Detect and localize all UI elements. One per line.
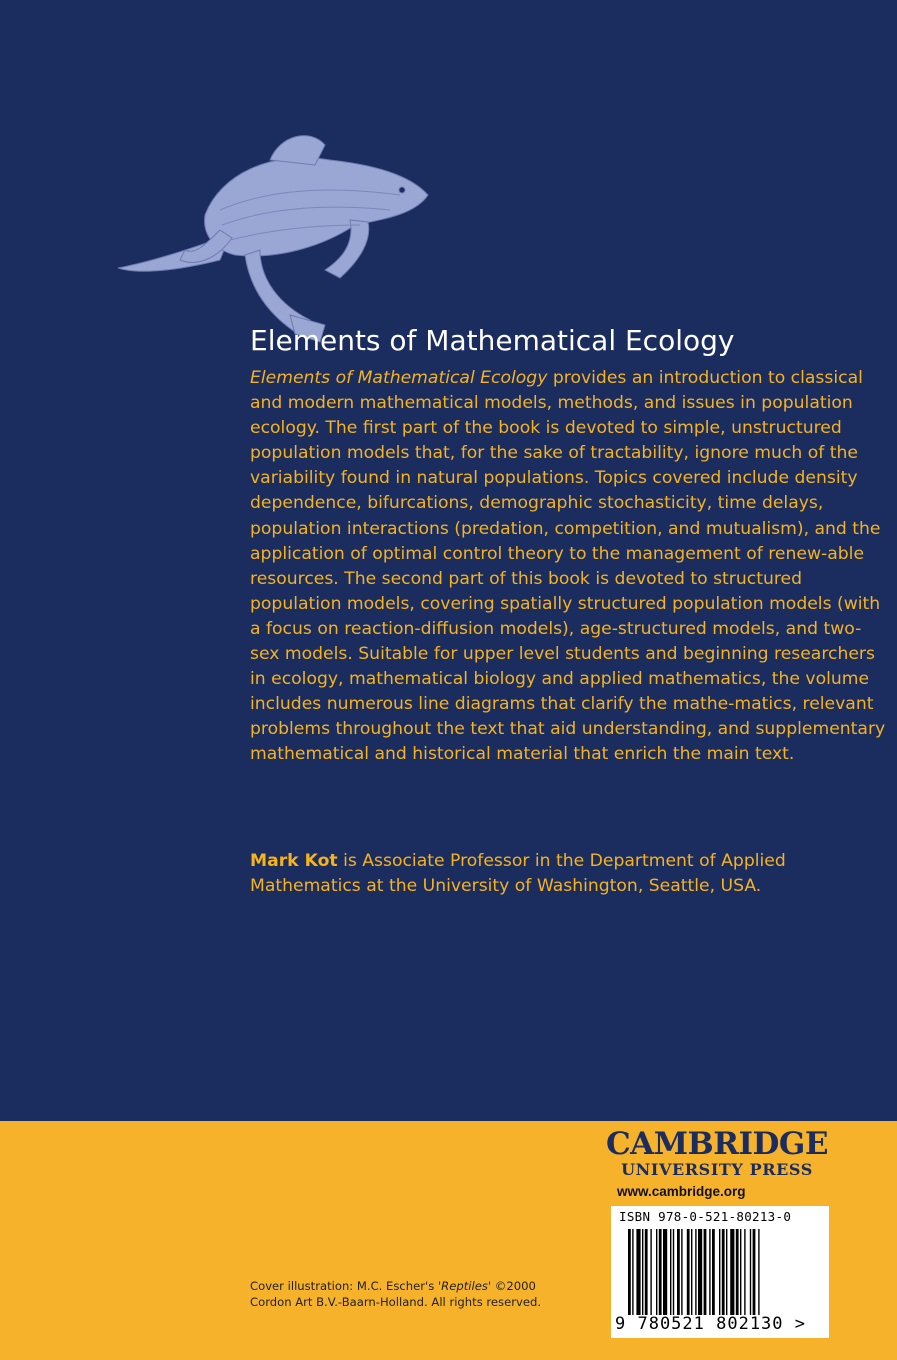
publisher-name: CAMBRIDGE bbox=[606, 1126, 828, 1162]
barcode-bar bbox=[704, 1229, 707, 1315]
barcode-bar bbox=[628, 1229, 631, 1315]
barcode-number: 9 780521 802130 > bbox=[615, 1314, 806, 1334]
barcode-bar bbox=[726, 1229, 727, 1315]
barcode-bar bbox=[709, 1229, 710, 1315]
barcode-bar bbox=[681, 1229, 682, 1315]
barcode-bar bbox=[719, 1229, 720, 1315]
reptile-illustration bbox=[110, 120, 440, 350]
author-bio bbox=[250, 849, 890, 899]
barcode bbox=[611, 1206, 829, 1338]
barcode-bar bbox=[645, 1229, 648, 1315]
barcode-bar bbox=[659, 1229, 662, 1315]
barcode-bar bbox=[650, 1229, 651, 1315]
barcode-bar bbox=[736, 1229, 739, 1315]
barcode-bar bbox=[722, 1229, 725, 1315]
barcode-bar bbox=[744, 1229, 745, 1315]
credit-line-1: Cover illustration: M.C. Escher's 'Reptiles' ©2000 bbox=[250, 1279, 536, 1293]
book-title: Elements of Mathematical Ecology bbox=[250, 323, 735, 357]
barcode-bar bbox=[636, 1229, 640, 1315]
barcode-bars bbox=[628, 1229, 818, 1315]
barcode-bar bbox=[753, 1229, 756, 1315]
barcode-bar bbox=[632, 1229, 633, 1315]
barcode-bar bbox=[758, 1229, 759, 1315]
barcode-bar bbox=[677, 1229, 680, 1315]
barcode-bar bbox=[656, 1229, 657, 1315]
barcode-bar bbox=[642, 1229, 643, 1315]
publisher-url: www.cambridge.org bbox=[617, 1184, 746, 1199]
barcode-bar bbox=[750, 1229, 751, 1315]
barcode-bar bbox=[712, 1229, 715, 1315]
credit-line-2: Cordon Art B.V.-Baarn-Holland. All rights reserved. bbox=[250, 1294, 542, 1309]
isbn-label: ISBN 978-0-521-80213-0 bbox=[619, 1209, 792, 1224]
barcode-bar bbox=[740, 1229, 741, 1315]
description-text: provides an introduction to classical and modern mathematical models, methods, and issues in population ecology. The first part of the book is devoted to simple, unstructured population models that, for the sake of tractability, ignore much of the variability found in natural populations. Topics covered include density dependence, bifurcations, demographic stochasticity, time delays, population interactions (predation, competition, and mutualism), and the application of optimal control theory to the management of renew-able resources. The second part of this book is devoted to structured population models, covering spatially structured population models (with a focus on reaction-diffusion models), age-structured models, and two-sex models. Suitable for upper level students and beginning researchers in ecology, mathematical biology and applied mathematics, the volume includes numerous line diagrams that clarify the mathe-matics, relevant problems throughout the text that aid understanding, and supplementary mathematical and historical material that enrich the main text. bbox=[250, 368, 886, 765]
author-name: Mark Kot bbox=[250, 851, 338, 871]
description-title-italic: Elements of Mathematical Ecology bbox=[250, 368, 548, 388]
cover-credit bbox=[250, 1279, 580, 1310]
barcode-bar bbox=[698, 1229, 702, 1315]
barcode-bar bbox=[663, 1229, 667, 1315]
author-bio-text: is Associate Professor in the Department of Applied Mathematics at the University of Washington, Seattle, USA. bbox=[250, 851, 786, 897]
barcode-bar bbox=[673, 1229, 674, 1315]
barcode-bar bbox=[670, 1229, 671, 1315]
barcode-bar bbox=[730, 1229, 734, 1315]
book-description bbox=[250, 366, 890, 768]
barcode-bar bbox=[691, 1229, 692, 1315]
barcode-bar bbox=[687, 1229, 690, 1315]
publisher-subname: UNIVERSITY PRESS bbox=[621, 1160, 813, 1179]
barcode-bar bbox=[695, 1229, 696, 1315]
